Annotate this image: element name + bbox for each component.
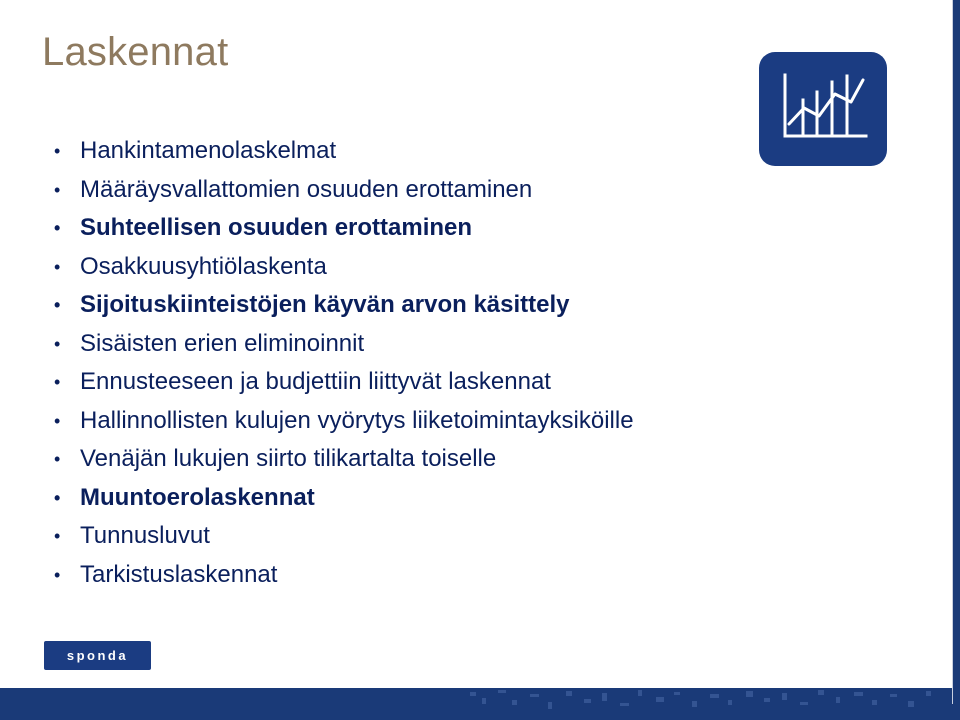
bullet-dot: • <box>54 564 61 585</box>
list-item-text: Tarkistuslaskennat <box>80 560 278 588</box>
list-item <box>52 171 634 210</box>
bullet-dot: • <box>54 218 61 238</box>
chart-icon <box>759 52 887 166</box>
list-item-text: Määräysvallattomien osuuden erottaminen <box>80 175 533 203</box>
list-item <box>52 517 634 556</box>
bullet-dot: • <box>54 487 61 508</box>
bullet-dot: • <box>54 449 61 469</box>
list-item-text: Hankintamenolaskelmat <box>80 137 337 164</box>
list-item <box>52 209 634 248</box>
list-item <box>52 286 634 325</box>
list-item-text: Tunnusluvut <box>80 522 210 549</box>
footer-pattern <box>0 688 952 720</box>
list-item <box>52 325 634 364</box>
slide-title: Laskennat <box>42 30 229 74</box>
list-item <box>52 440 634 479</box>
list-item <box>52 402 634 441</box>
list-item-text: Osakkuusyhtiölaskenta <box>80 252 327 280</box>
bullet-dot: • <box>54 179 61 200</box>
bullet-dot: • <box>54 295 61 315</box>
list-item <box>52 556 634 595</box>
list-item-text: Muuntoerolaskennat <box>80 483 315 511</box>
list-item-text: Suhteellisen osuuden erottaminen <box>80 214 473 241</box>
list-item <box>52 479 634 518</box>
bullet-dot: • <box>54 372 61 392</box>
list-item-text: Sisäisten erien eliminoinnit <box>80 329 365 357</box>
list-item-text: Hallinnollisten kulujen vyörytys liiketoimintayksiköille <box>80 406 634 434</box>
chart-logo <box>759 52 887 166</box>
list-item <box>52 132 634 171</box>
bullet-dot: • <box>54 526 61 546</box>
bullet-dot: • <box>54 333 61 354</box>
list-item <box>52 363 634 402</box>
list-item-text: Ennusteeseen ja budjettiin liittyvät laskennat <box>80 368 551 395</box>
bullet-list <box>52 132 634 594</box>
bullet-dot: • <box>54 256 61 277</box>
list-item-text: Venäjän lukujen siirto tilikartalta toiselle <box>80 445 497 472</box>
brand-logo: sponda <box>44 641 151 670</box>
list-item <box>52 248 634 287</box>
bullet-dot: • <box>54 410 61 431</box>
bullet-dot: • <box>54 141 61 161</box>
list-item-text: Sijoituskiinteistöjen käyvän arvon käsittely <box>80 291 570 318</box>
